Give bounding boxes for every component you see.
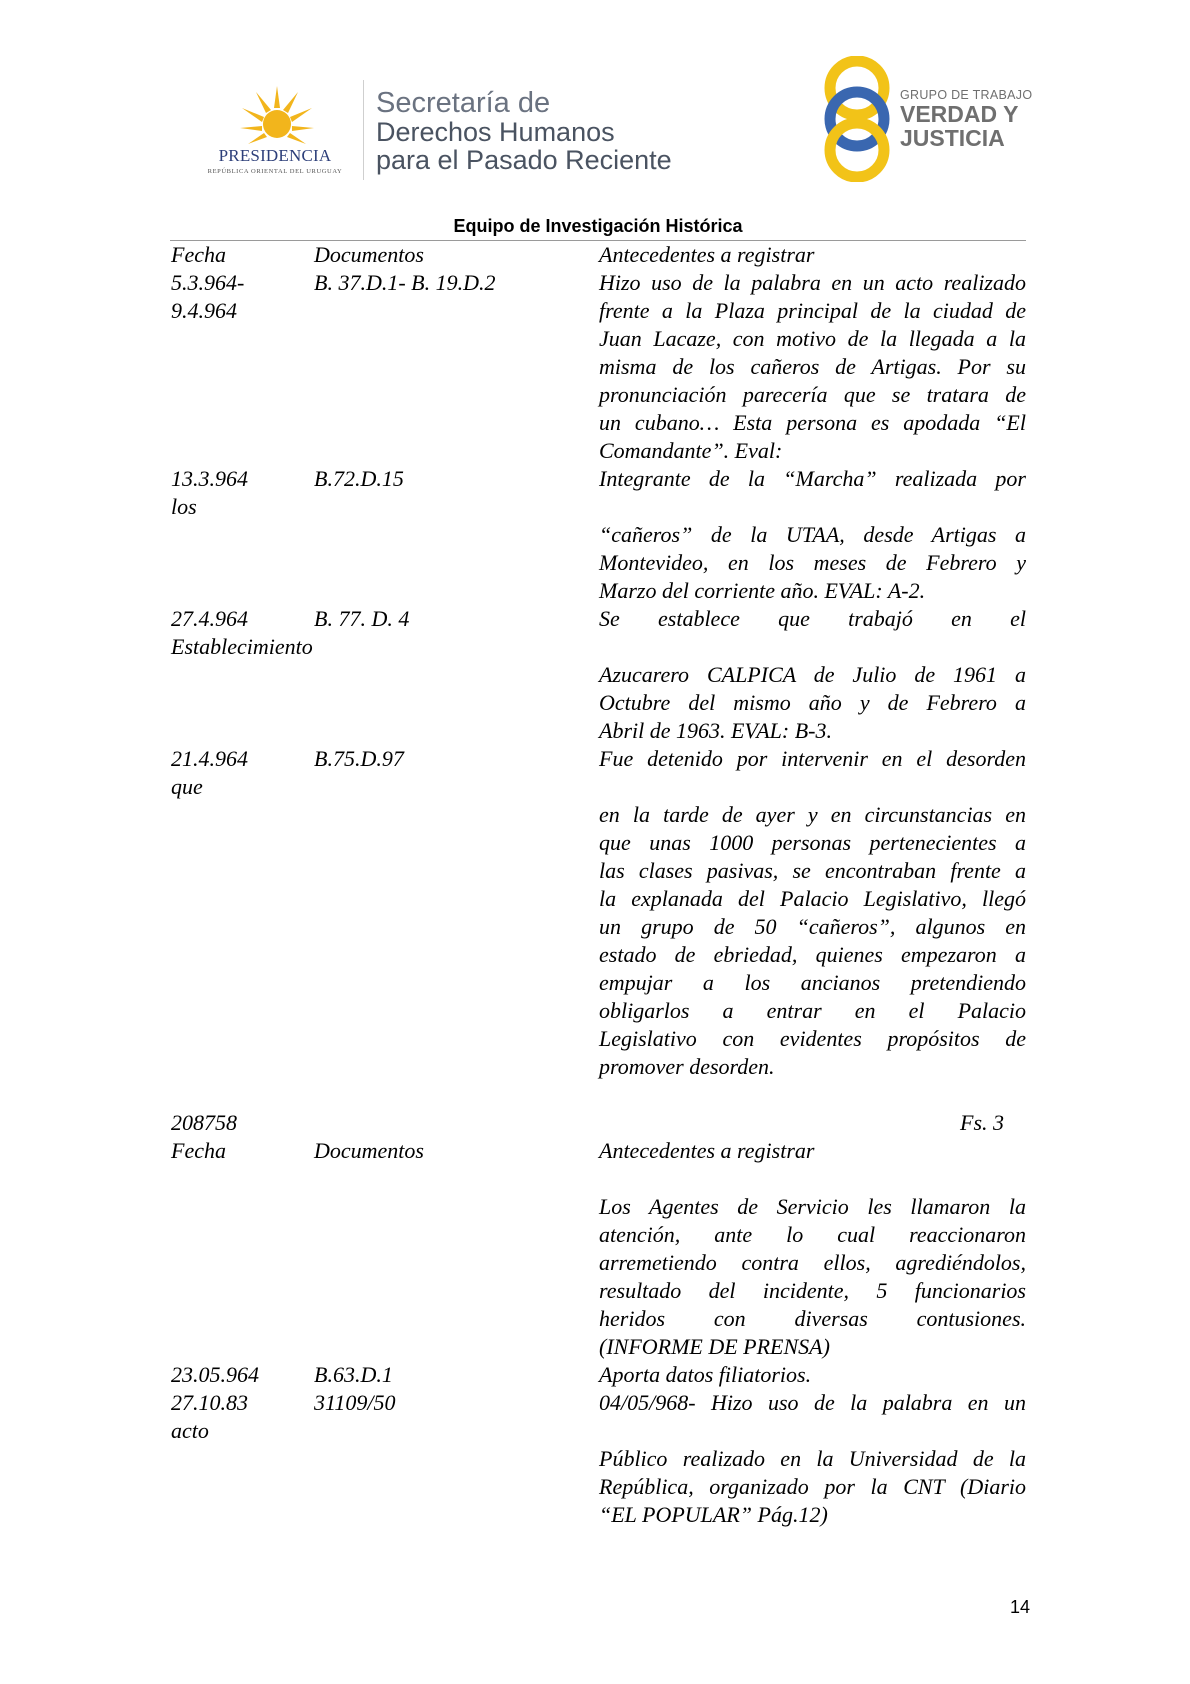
entry-text-line: Hizo uso de la palabra en un acto realizado	[599, 270, 1026, 295]
header-fecha: Fecha	[171, 242, 226, 267]
verdad-justicia-text	[900, 88, 1032, 150]
entry-date: 27.10.83	[171, 1390, 248, 1415]
entry-date: 21.4.964	[171, 746, 248, 771]
entry-text-line: la explanada del Palacio Legislativo, llegó	[599, 886, 1026, 911]
entry-text-line: en la tarde de ayer y en circunstancias en	[599, 802, 1026, 827]
gtvj-line-3: JUSTICIA	[900, 125, 1005, 151]
entry-date: acto	[171, 1418, 209, 1443]
header-antecedentes: Antecedentes a registrar	[599, 1138, 815, 1163]
entry-text-line: “EL POPULAR” Pág.12)	[599, 1502, 828, 1527]
entry-text-line: Abril de 1963. EVAL: B-3.	[599, 718, 832, 743]
gtvj-line-1: GRUPO DE TRABAJO	[900, 88, 1033, 102]
secretaria-logo-text	[376, 88, 672, 174]
entry-document: B.75.D.97	[314, 746, 404, 771]
presidencia-name: PRESIDENCIA	[218, 146, 332, 165]
entry-text-line: Se establece que trabajó en el	[599, 606, 1026, 631]
entry-text-line: Montevideo, en los meses de Febrero y	[599, 550, 1026, 575]
entry-date: los	[171, 494, 197, 519]
entry-text-line: Público realizado en la Universidad de la	[599, 1446, 1026, 1471]
entry-text-line: (INFORME DE PRENSA)	[599, 1334, 830, 1359]
secretaria-line-1: Secretaría de	[376, 87, 551, 119]
running-title: Equipo de Investigación Histórica	[453, 216, 743, 236]
page-break-folio: Fs. 3	[960, 1110, 1004, 1135]
entry-text-line: heridos con diversas contusiones.	[599, 1306, 1026, 1331]
header-divider	[363, 80, 364, 180]
entry-text-line: misma de los cañeros de Artigas. Por su	[599, 354, 1026, 379]
entry-text-line: empujar a los ancianos pretendiendo	[599, 970, 1026, 995]
entry-text-line: 04/05/968- Hizo uso de la palabra en un	[599, 1390, 1026, 1415]
entry-text-line: pronunciación parecería que se tratara de	[599, 382, 1026, 407]
entry-text-line: “cañeros” de la UTAA, desde Artigas a	[599, 522, 1026, 547]
entry-text-line: Legislativo con evidentes propósitos de	[599, 1026, 1026, 1051]
secretaria-line-2: Derechos Humanos	[376, 117, 615, 147]
entry-text-line: arremetiendo contra ellos, agrediéndolos,	[599, 1250, 1026, 1275]
entry-text-line: Aporta datos filiatorios.	[599, 1362, 812, 1387]
entry-document: 31109/50	[314, 1390, 396, 1415]
header-antecedentes: Antecedentes a registrar	[599, 242, 815, 267]
entry-document: B. 37.D.1- B. 19.D.2	[314, 270, 496, 295]
entry-text-line: un grupo de 50 “cañeros”, algunos en	[599, 914, 1026, 939]
entry-text-line: Marzo del corriente año. EVAL: A-2.	[599, 578, 926, 603]
entry-document: B.63.D.1	[314, 1362, 393, 1387]
entry-date: 5.3.964-	[171, 270, 245, 295]
entry-text-line: las clases pasivas, se encontraban frente a	[599, 858, 1026, 883]
entry-text-line: atención, ante lo cual reaccionaron	[599, 1222, 1026, 1247]
entry-text-line: Octubre del mismo año y de Febrero a	[599, 690, 1026, 715]
gtvj-line-2: VERDAD Y	[900, 101, 1019, 127]
entry-text-line: Fue detenido por intervenir en el desorden	[599, 746, 1026, 771]
entry-text-line: resultado del incidente, 5 funcionarios	[599, 1278, 1026, 1303]
sun-emblem-icon	[240, 84, 314, 150]
presidencia-subtitle: REPÚBLICA ORIENTAL DEL URUGUAY	[207, 168, 343, 175]
entry-text-line: República, organizado por la CNT (Diario	[599, 1474, 1026, 1499]
entry-date: Establecimiento	[171, 634, 313, 659]
entry-text-line: un cubano… Esta persona es apodada “El	[599, 410, 1026, 435]
header-documentos: Documentos	[314, 242, 424, 267]
entry-date: 23.05.964	[171, 1362, 259, 1387]
entry-text-line: Comandante”. Eval:	[599, 438, 783, 463]
entry-document: B. 77. D. 4	[314, 606, 410, 631]
presidencia-logo	[196, 84, 354, 180]
entry-date: 27.4.964	[171, 606, 248, 631]
secretaria-line-3: para el Pasado Reciente	[376, 145, 672, 175]
entry-text-line: Los Agentes de Servicio les llamaron la	[599, 1194, 1026, 1219]
entry-text-line: frente a la Plaza principal de la ciudad de	[599, 298, 1026, 323]
interlocking-rings-icon	[820, 56, 894, 182]
entry-text-line: Integrante de la “Marcha” realizada por	[599, 466, 1026, 491]
entry-text-line: Juan Lacaze, con motivo de la llegada a la	[599, 326, 1026, 351]
entry-text-line: obligarlos a entrar en el Palacio	[599, 998, 1026, 1023]
page-break-ref: 208758	[171, 1110, 237, 1135]
entry-text-line: estado de ebriedad, quienes empezaron a	[599, 942, 1026, 967]
header-fecha: Fecha	[171, 1138, 226, 1163]
entry-document: B.72.D.15	[314, 466, 404, 491]
entry-date: que	[171, 774, 203, 799]
entry-text-line: Azucarero CALPICA de Julio de 1961 a	[599, 662, 1026, 687]
page-number: 14	[1009, 1597, 1030, 1617]
verdad-justicia-logo	[820, 56, 1033, 182]
header-documentos: Documentos	[314, 1138, 424, 1163]
entry-date: 13.3.964	[171, 466, 248, 491]
entry-date: 9.4.964	[171, 298, 237, 323]
entry-text-line: que unas 1000 personas pertenecientes a	[599, 830, 1026, 855]
entry-text-line: promover desorden.	[599, 1054, 775, 1079]
